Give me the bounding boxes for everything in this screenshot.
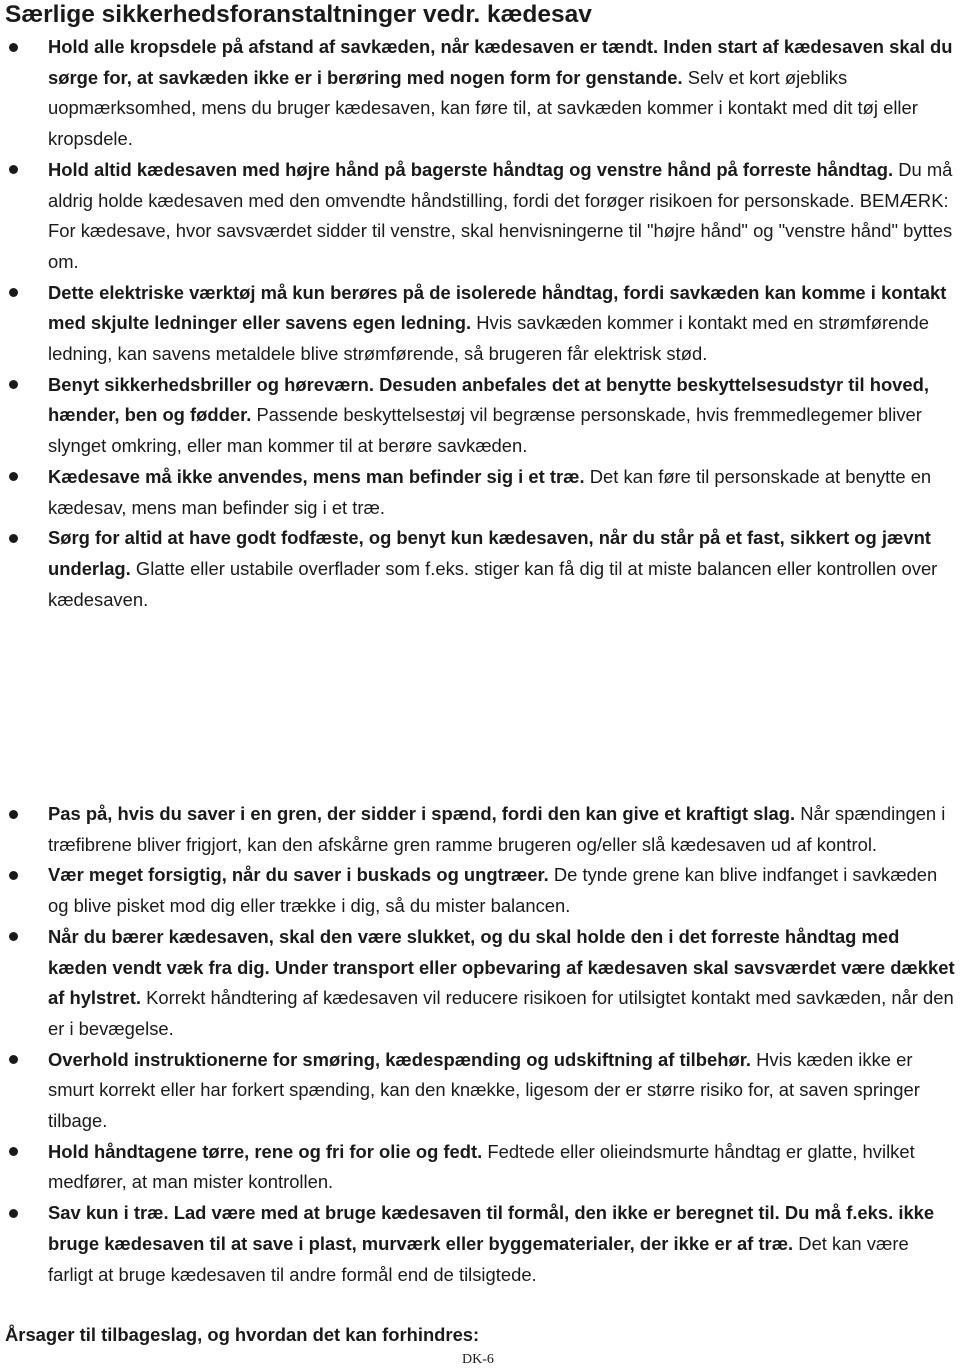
list-item (0, 462, 960, 523)
item-bold-text: Når du bærer kædesaven, skal den være slukket, og du skal holde den i det forreste håndtag med kæden vendt væk fra dig. Under transport eller opbevaring af kædesaven skal savsværdet være dækket af hylstret. (48, 925, 955, 1009)
item-text: Hvis kæden ikke er smurt korrekt eller har forkert spænding, kan den knække, ligesom der er større risiko for, at saven springer tilbage. (48, 1048, 920, 1132)
item-text: Du må aldrig holde kædesaven med den omvendte håndstilling, fordi det forøger risikoen for personskade. BEMÆRK: For kædesave, hvor savsværdet sidder til venstre, skal henvisningerne til "højre hånd" og "venstre hånd" byttes om. (48, 158, 953, 272)
item-text: Korrekt håndtering af kædesaven vil reducere risikoen for utilsigtet kontakt med savkæden, når den er i bevægelse. (48, 987, 954, 1039)
section-heading: Årsager til tilbageslag, og hvordan det kan forhindres: (5, 1324, 480, 1345)
item-bold-text: Kædesave må ikke anvendes, mens man befinder sig i et træ. (48, 465, 585, 487)
item-bold-text: Sav kun i træ. Lad være med at bruge kædesaven til formål, den ikke er beregnet til. Du må f.eks. ikke bruge kædesaven til at save i plast, murværk eller byggematerialer, der ikke er af træ. (48, 1202, 935, 1254)
item-text: Hvis savkæden kommer i kontakt med en strømførende ledning, kan savens metaldele blive strømførende, så brugeren får elektrisk stød. (48, 312, 929, 365)
item-text: Glatte eller ustabile overflader som f.eks. stiger kan få dig til at miste balancen eller kontrollen over kædesaven. (48, 557, 938, 610)
list-item (0, 1198, 960, 1290)
item-text: De tynde grene kan blive indfanget i savkæden og blive pisket mod dig eller trække i dig, så du mister balancen. (48, 864, 938, 917)
bullet-icon (9, 165, 18, 174)
list-item (0, 278, 960, 370)
bullet-icon (9, 871, 18, 880)
item-bold-text: Hold alle kropsdele på afstand af savkæden, når kædesaven er tændt. Inden start af kædesaven skal du sørge for, at savkæden ikke er i berøring med nogen form for genstande. (48, 36, 953, 88)
item-bold-text: Benyt sikkerhedsbriller og høreværn. Desuden anbefales det at benytte beskyttelsesudstyr til hoved, hænder, ben og fødder. (48, 373, 929, 426)
item-text: Når spændingen i træfibrene bliver frigjort, kan den afskårne gren ramme brugeren og/eller slå kædesaven ud af kontrol. (48, 803, 946, 855)
bullet-icon (9, 43, 18, 52)
item-bold-text: Hold altid kædesaven med højre hånd på bagerste håndtag og venstre hånd på forreste håndtag. (48, 158, 894, 180)
bullet-icon (9, 1147, 18, 1156)
bullet-icon (9, 472, 18, 481)
list-item (0, 370, 960, 462)
item-bold-text: Dette elektriske værktøj må kun berøres på de isolerede håndtag, fordi savkæden kan komme i kontakt med skjulte ledninger eller savens egen ledning. (48, 281, 947, 334)
item-text: Fedtede eller olieindsmurte håndtag er glatte, hvilket medfører, at man mister kontrollen. (48, 1140, 915, 1193)
bullet-icon (9, 534, 18, 543)
bullet-icon (9, 1055, 18, 1064)
bullet-icon (9, 810, 18, 819)
item-bold-text: Vær meget forsigtig, når du saver i buskads og ungtræer. (48, 864, 549, 886)
bullet-icon (9, 380, 18, 389)
item-bold-text: Sørg for altid at have godt fodfæste, og benyt kun kædesaven, når du står på et fast, sikkert og jævnt underlag. (48, 527, 931, 579)
list-item (0, 155, 960, 278)
item-text: Selv et kort øjebliks uopmærksomhed, mens du bruger kædesaven, kan føre til, at savkæden kommer i kontakt med dit tøj eller kropsdele. (48, 66, 918, 150)
safety-list (0, 32, 960, 615)
item-bold-text: Pas på, hvis du saver i en gren, der sidder i spænd, fordi den kan give et kraftigt slag. (48, 803, 796, 824)
list-item (0, 860, 960, 921)
safety-list-continued (0, 799, 960, 1290)
item-text: Passende beskyttelsestøj vil begrænse personskade, hvis fremmedlegemer bliver slynget omkring, eller man kommer til at berøre savkæden. (48, 404, 922, 457)
item-text: Det kan være farligt at bruge kædesaven til andre formål end de tilsigtede. (48, 1232, 909, 1285)
page-title: Særlige sikkerhedsforanstaltninger vedr. kædesav (5, 1, 592, 28)
item-bold-text: Hold håndtagene tørre, rene og fri for olie og fedt. (48, 1140, 483, 1162)
list-item (0, 922, 960, 1045)
item-bold-text: Overhold instruktionerne for smøring, kædespænding og udskiftning af tilbehør. (48, 1048, 751, 1070)
bullet-icon (9, 932, 18, 941)
item-text: Det kan føre til personskade at benytte en kædesav, mens man befinder sig i et træ. (48, 465, 932, 518)
list-item (0, 32, 960, 155)
list-item (0, 799, 960, 860)
list-item (0, 1137, 960, 1198)
page-number: DK-6 (462, 1352, 494, 1367)
bullet-icon (9, 288, 18, 297)
list-item (0, 1045, 960, 1137)
bullet-icon (9, 1209, 18, 1218)
list-item (0, 523, 960, 615)
